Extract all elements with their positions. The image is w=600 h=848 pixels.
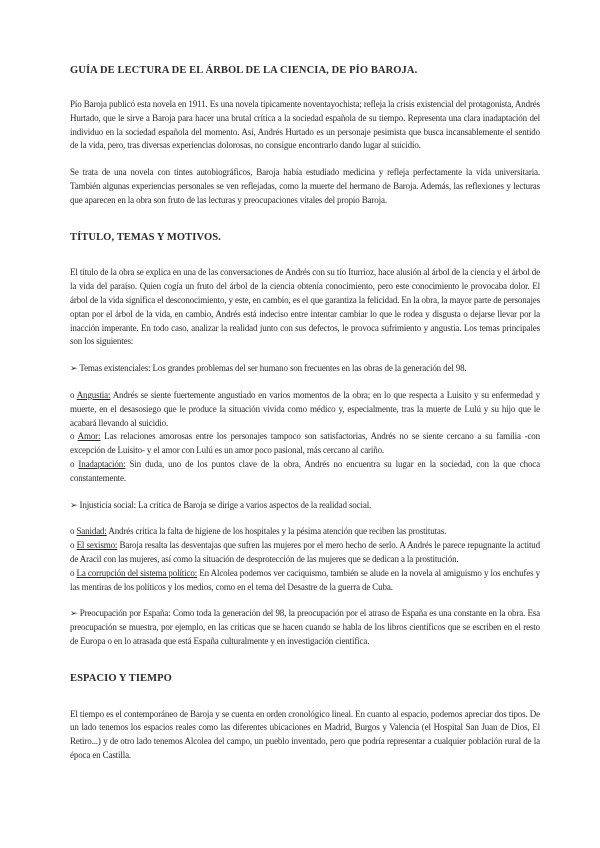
list-item xyxy=(70,430,540,458)
o-bullet-marker: o xyxy=(70,540,77,551)
bullet-label: Angustia: xyxy=(76,389,111,400)
bullet-text: Andrés critica la falta de higiene de los hospitales y la pésima atención que reciben las prostitutas. xyxy=(106,526,447,537)
o-bullet-marker: o xyxy=(70,458,79,469)
arrow-bullet-marker: ➢ xyxy=(70,499,80,510)
bullet-label: Inadaptación: xyxy=(78,458,126,469)
list-item xyxy=(70,362,540,376)
bullet-label: Amor: xyxy=(77,431,101,442)
list-item xyxy=(70,567,540,595)
section-heading: TÍTULO, TEMAS Y MOTIVOS. xyxy=(70,231,221,243)
bullet-label: Sanidad: xyxy=(76,526,107,537)
section-heading: ESPACIO Y TIEMPO xyxy=(70,672,172,684)
bullet-label: Preocupación por España: xyxy=(79,608,171,619)
document-body xyxy=(70,98,540,763)
bullet-label: Temas existenciales: xyxy=(79,363,151,374)
o-bullet-marker: o xyxy=(70,526,77,537)
arrow-bullet-marker: ➢ xyxy=(70,608,80,619)
paragraph: El título de la obra se explica en una de las conversaciones de Andrés con su tío Iturrioz, hace alusión al árbol de la ciencia y el árbol de la vida del paraíso. Quien cogía un fruto del árbol de la ciencia obtenía conocimiento, pero este conocimiento le provocaba dolor. El árbol de la vida significa el desconocimiento, y este, en cambio, es el que garantiza la felicidad. En la obra, la mayor parte de personajes optan por el árbol de la vida, en cambio, Andrés está indeciso entre intentar cambiar lo que le rodea y disgusta o dejarse llevar por la inacción imperante. En todo caso, analizar la realidad junto con sus defectos, le provoca sufrimiento y angustia. Los temas principales son los siguientes: xyxy=(70,267,540,347)
bullet-label: Injusticia social: xyxy=(79,499,137,510)
bullet-text: Andrés se siente fuertemente angustiado en varios momentos de la obra; en lo que respecta a Luisito y su enfermedad y muerte, en el desasosiego que le produce la situación vivida como médico y, especialmente, tras la muerte de Lulú y su hijo que le acabará llevando al suicidio. xyxy=(70,389,540,428)
bullet-text: Los grandes problemas del ser humano son frecuentes en las obras de la generación del 98. xyxy=(150,363,467,374)
list-item xyxy=(70,539,540,567)
o-bullet-marker: o xyxy=(70,389,77,400)
bullet-text: En Alcolea podemos ver caciquismo, también se alude en la novela al amiguismo y los enchufes y las mentiras de los políticos y los medios, como en el tema del Desastre de la guerra de Cuba. xyxy=(70,567,541,592)
paragraph: Pío Baroja publicó esta novela en 1911. Es una novela típicamente noventayochista; refleja la crisis existencial del protagonista, Andrés Hurtado, que le sirve a Baroja para hacer una brutal crítica a la sociedad española de su tiempo. Representa una clara inadaptación del individuo en la sociedad española del momento. Así, Andrés Hurtado es un personaje pesimista que busca incansablemente el sentido de la vida, pero, tras diversas experiencias dolorosas, no consigue encontrarlo dando lugar al suicidio. xyxy=(70,99,540,151)
list-item xyxy=(70,389,540,430)
bullet-text: Sin duda, uno de los puntos clave de la obra, Andrés no encuentra su lugar en la sociedad, con la que choca constantemente. xyxy=(70,458,540,483)
list-item xyxy=(70,607,540,648)
bullet-text: Las relaciones amorosas entre los personajes tampoco son satisfactorias, Andrés no se siente cercano a su familia -con excepción de Luisito- y el amor con Lulú es un amor poco pasional, más cercano al cariño. xyxy=(70,431,540,456)
list-item xyxy=(70,525,540,539)
document-title: GUÍA DE LECTURA DE EL ÁRBOL DE LA CIENCIA, DE PÍO BAROJA. xyxy=(70,65,418,76)
list-item xyxy=(70,458,540,486)
paragraph: Se trata de una novela con tintes autobiográficos, Baroja había estudiado medicina y refleja perfectamente la vida universitaria. También algunas experiencias personales se ven reflejadas, como la muerte del hermano de Baroja. Además, las reflexiones y lecturas que aparecen en la obra son fruto de las lecturas y preocupaciones vitales del propio Baroja. xyxy=(70,167,540,205)
bullet-text: Como toda la generación del 98, la preocupación por el atraso de España es una constante en la obra. Esa preocupación se muestra, por ejemplo, en las críticas que se hacen cuando se habla de los libros científicos que se escriben en el resto de Europa o en lo atrasada que está España culturalmente y en investigación científica. xyxy=(70,608,540,646)
o-bullet-marker: o xyxy=(70,567,77,578)
paragraph: El tiempo es el contemporáneo de Baroja y se cuenta en orden cronológico lineal. En cuanto al espacio, podemos apreciar dos tipos. De un lado tenemos los espacios reales como las diferentes ubicaciones en Madrid, Burgos y Valencia (el Hospital San Juan de Dios, El Retiro...) y de otro lado tenemos Alcolea del campo, un pueblo inventado, pero que podría representar a cualquier población rural de la época en Castilla. xyxy=(70,708,540,760)
o-bullet-marker: o xyxy=(70,431,78,442)
arrow-bullet-marker: ➢ xyxy=(70,363,80,374)
bullet-text: Baroja resalta las desventajas que sufren las mujeres por el mero hecho de serlo. A Andrés le parece repugnante la actitud de Aracil con las mujeres, así como la situación de desprotección de las mujeres que se dedican a la prostitución. xyxy=(70,540,540,564)
bullet-text: La crítica de Baroja se dirige a varios aspectos de la realidad social. xyxy=(136,499,372,510)
bullet-label: La corrupción del sistema político: xyxy=(76,567,198,578)
bullet-label: El sexismo: xyxy=(76,540,118,551)
list-item xyxy=(70,499,540,513)
